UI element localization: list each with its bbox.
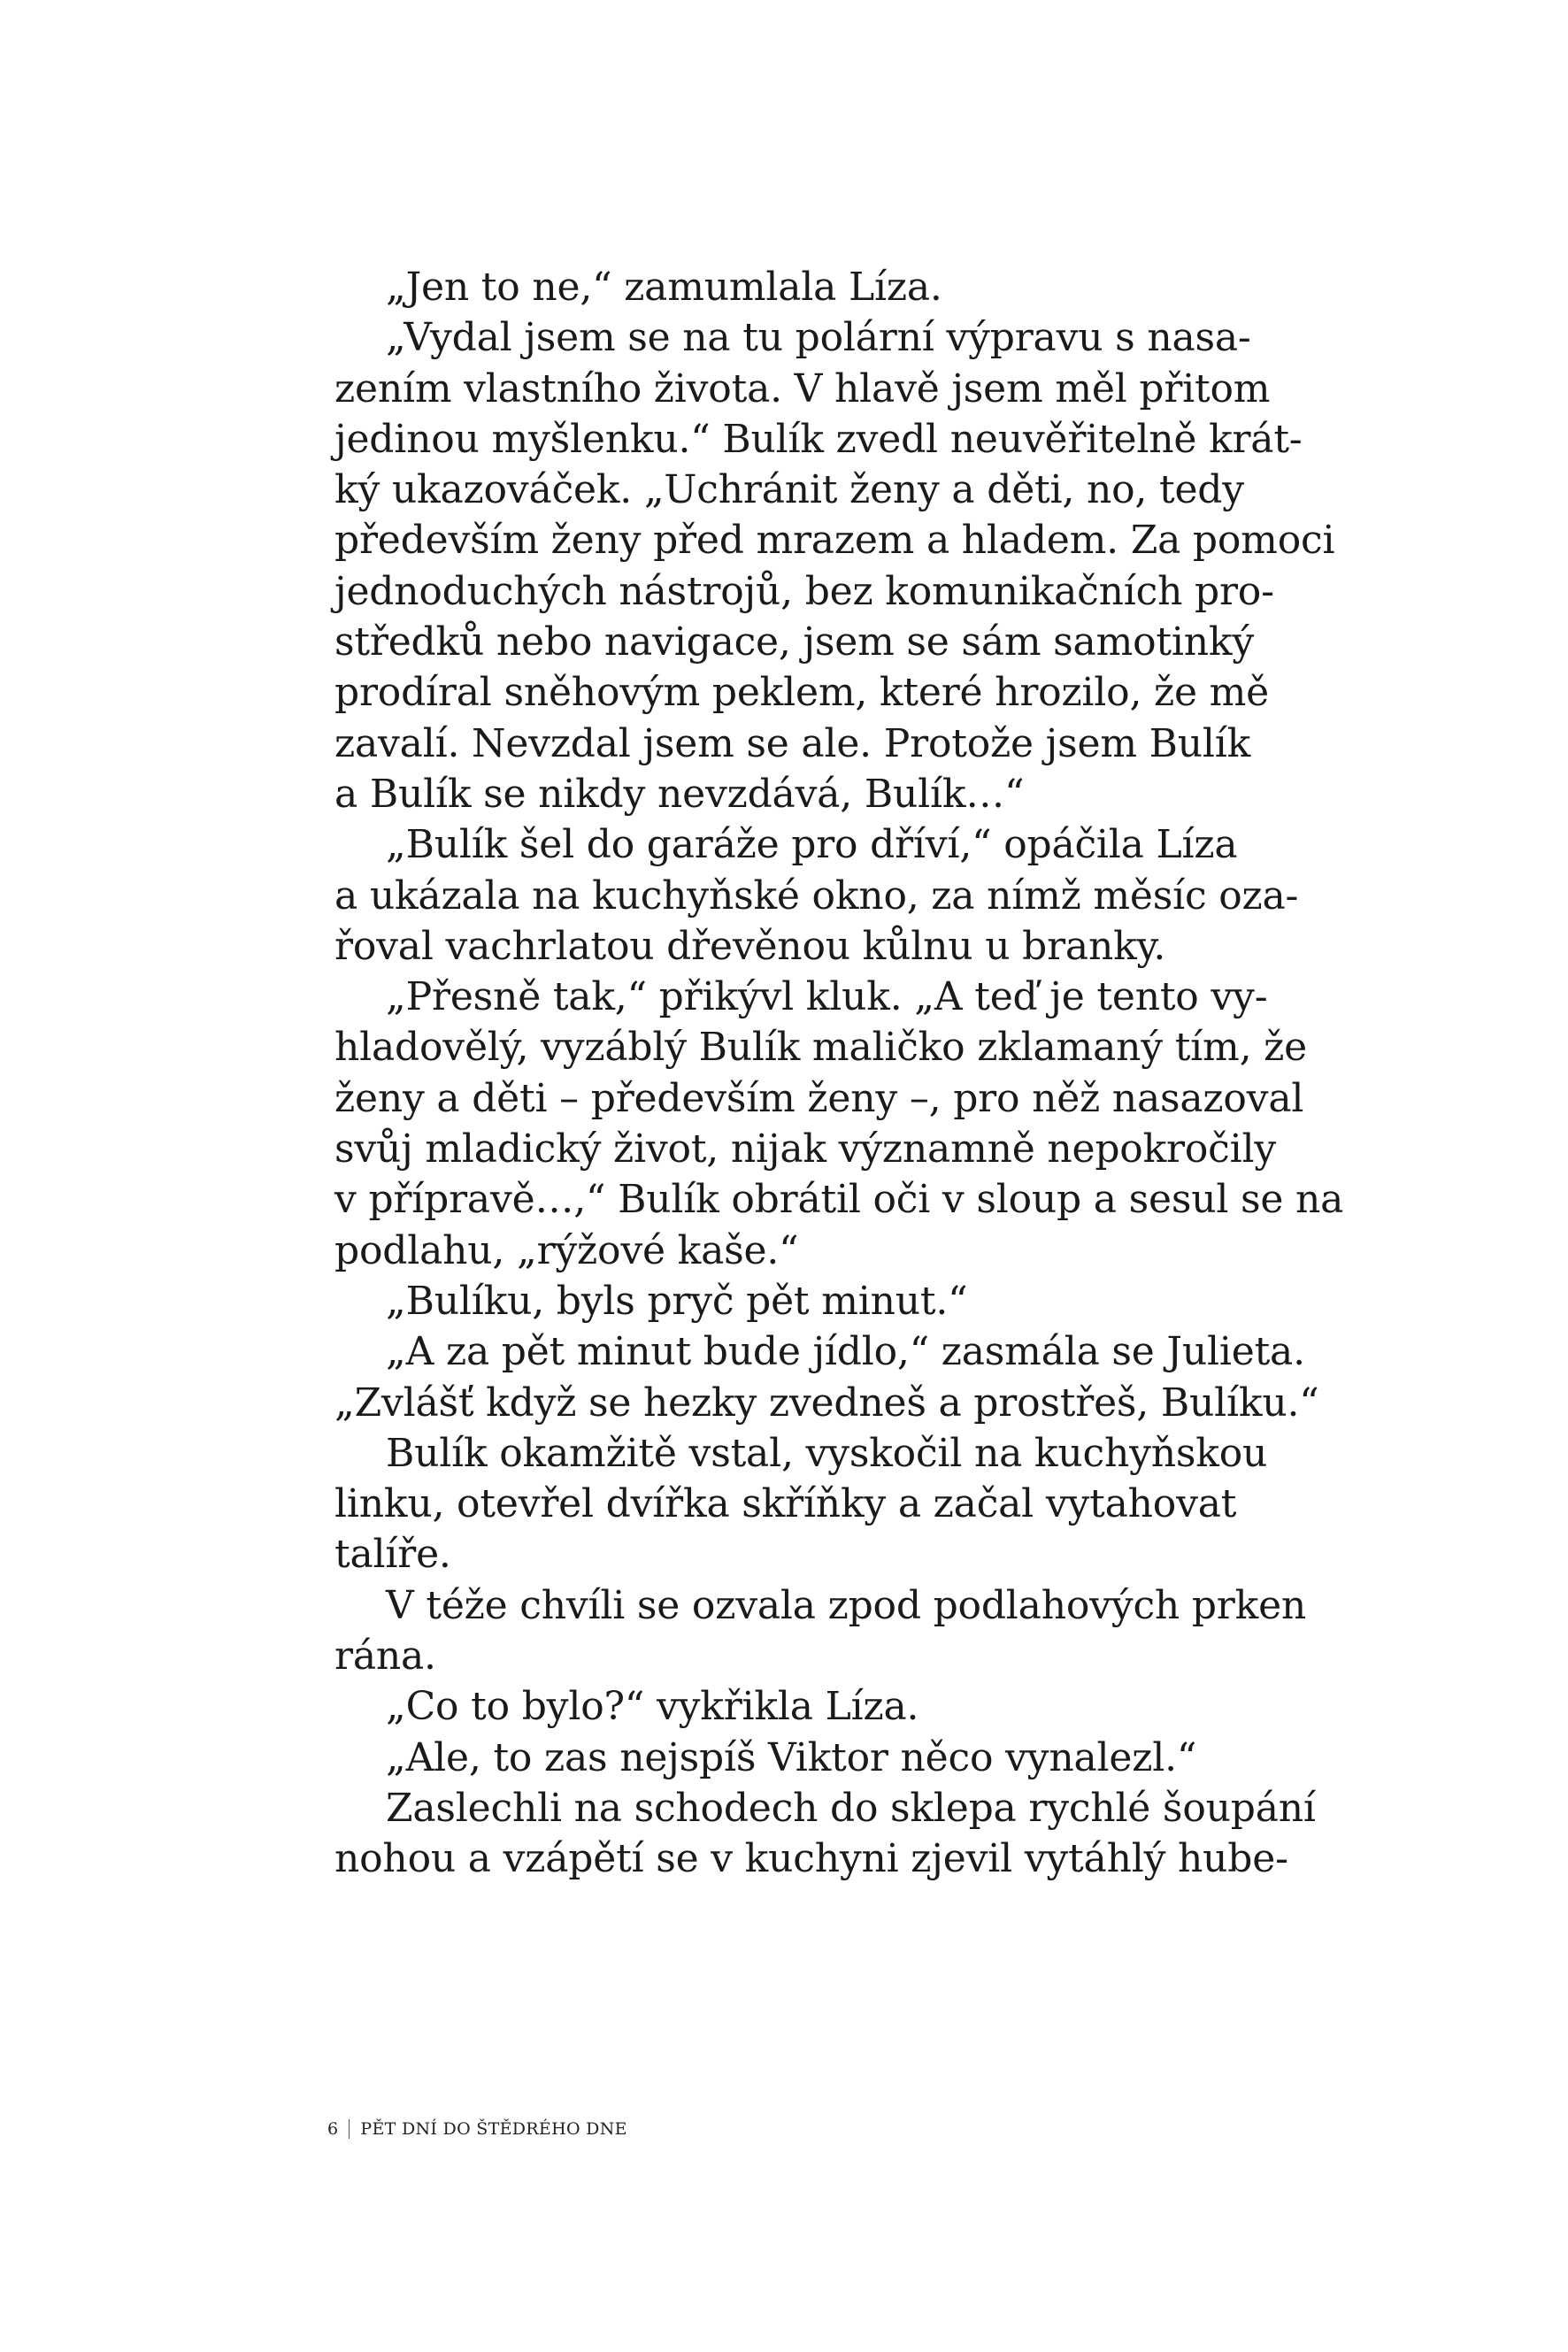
text-line: a ukázala na kuchyňské okno, za nímž měsíc oza- bbox=[334, 872, 1299, 919]
text-line: „Jen to ne,“ zamumlala Líza. bbox=[386, 265, 942, 310]
text-line: řoval vachrlatou dřevěnou kůlnu u branky. bbox=[334, 923, 1166, 969]
text-line: V téže chvíli se ozvala zpod podlahových prken bbox=[386, 1582, 1307, 1628]
text-line: jedinou myšlenku.“ Bulík zvedl neuvěřitelně krát- bbox=[334, 416, 1303, 462]
text-line: linku, otevřel dvířka skříňky a začal vytahovat bbox=[334, 1481, 1237, 1527]
text-line: prodíral sněhovým peklem, které hrozilo, že mě bbox=[334, 670, 1269, 716]
text-line: talíře. bbox=[334, 1532, 451, 1578]
text-line: „Bulík šel do garáže pro dříví,“ opáčila Líza bbox=[386, 822, 1238, 868]
text-line: Bulík okamžitě vstal, vyskočil na kuchyňskou bbox=[386, 1430, 1268, 1476]
text-line: zením vlastního života. V hlavě jsem měl přitom bbox=[334, 365, 1271, 411]
text-line: „Vydal jsem se na tu polární výpravu s nasa- bbox=[386, 315, 1251, 361]
text-line: „Ale, to zas nejspíš Viktor něco vynalezl.“ bbox=[386, 1734, 1197, 1780]
text-line: středků nebo navigace, jsem se sám samotinký bbox=[334, 619, 1254, 665]
text-line: „Přesně tak,“ přikývl kluk. „A teď je tento vy- bbox=[386, 974, 1268, 1020]
running-footer bbox=[327, 2119, 627, 2139]
book-title: PĚT DNÍ DO ŠTĚDRÉHO DNE bbox=[360, 2119, 627, 2139]
text-line: zavalí. Nevzdal jsem se ale. Protože jsem Bulík bbox=[334, 720, 1251, 766]
text-line: především ženy před mrazem a hladem. Za pomoci bbox=[334, 518, 1335, 564]
text-line: a Bulík se nikdy nevzdává, Bulík…“ bbox=[334, 771, 1025, 817]
text-line: ký ukazováček. „Uchránit ženy a děti, no, tedy bbox=[334, 467, 1244, 513]
text-line: hladovělý, vyzáblý Bulík maličko zklamaný tím, že bbox=[334, 1025, 1307, 1071]
text-line: „A za pět minut bude jídlo,“ zasmála se Julieta. bbox=[386, 1329, 1305, 1375]
text-line: jednoduchých nástrojů, bez komunikačních pro- bbox=[334, 568, 1274, 614]
body-text bbox=[334, 262, 1352, 1885]
footer-divider bbox=[349, 2119, 350, 2139]
page-number: 6 bbox=[327, 2119, 339, 2139]
text-line: rána. bbox=[334, 1633, 436, 1679]
text-line: „Co to bylo?“ vykřikla Líza. bbox=[386, 1684, 919, 1730]
text-line: svůj mladický život, nijak významně nepokročily bbox=[334, 1126, 1277, 1172]
text-line: „Zvlášť když se hezky zvedneš a prostřeš, Bulíku.“ bbox=[334, 1380, 1319, 1426]
text-line: Zaslechli na schodech do sklepa rychlé šoupání bbox=[386, 1785, 1316, 1831]
text-line: nohou a vzápětí se v kuchyni zjevil vytáhlý hube- bbox=[334, 1836, 1288, 1882]
text-line: v přípravě…,“ Bulík obrátil oči v sloup a sesul se na bbox=[334, 1177, 1344, 1223]
text-line: „Bulíku, byls pryč pět minut.“ bbox=[386, 1278, 968, 1324]
text-line: ženy a děti – především ženy –, pro něž nasazoval bbox=[334, 1075, 1304, 1121]
text-line: podlahu, „rýžové kaše.“ bbox=[334, 1227, 799, 1273]
